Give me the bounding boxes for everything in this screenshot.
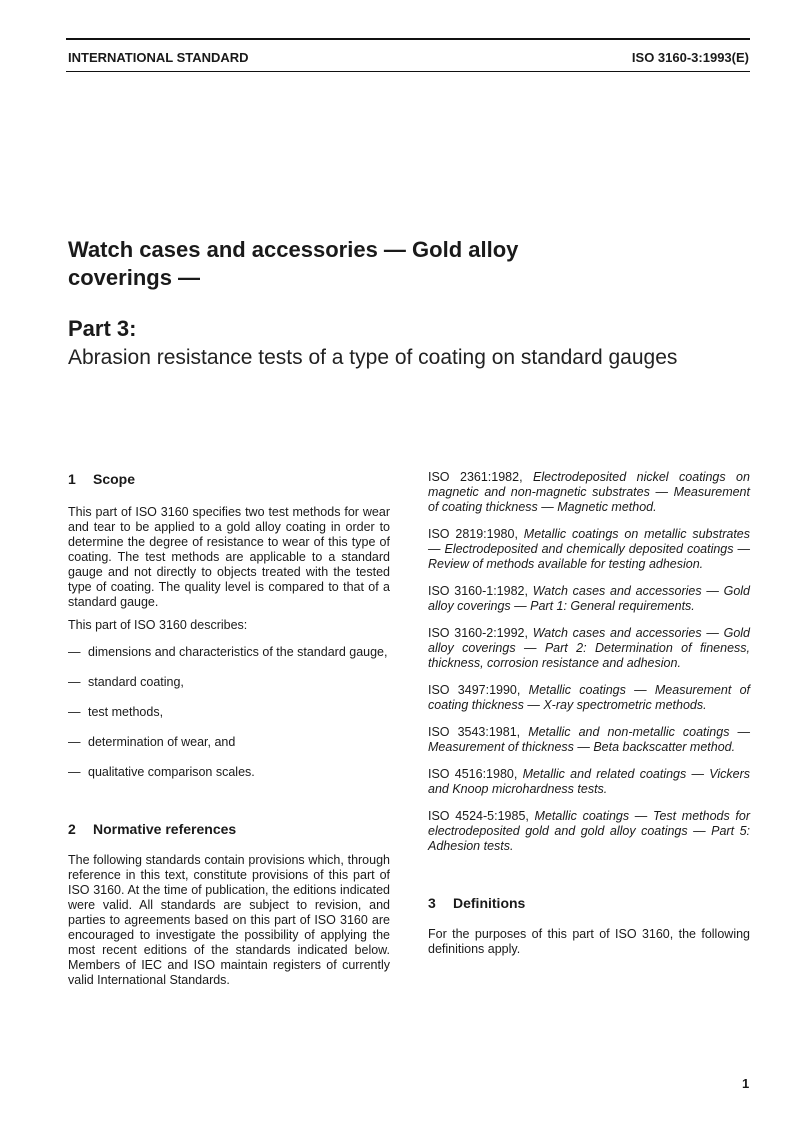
list-item: — determination of wear, and — [68, 735, 236, 749]
section-number: 1 — [68, 471, 76, 487]
definitions-paragraph: For the purposes of this part of ISO 3160, the following definitions apply. — [428, 927, 750, 956]
list-item: — qualitative comparison scales. — [68, 765, 255, 779]
header-document-type: INTERNATIONAL STANDARD — [68, 50, 249, 65]
reference-entry: ISO 3543:1981, Metallic and non-metallic coatings — Measurement of thickness — Beta backscatter method. — [428, 725, 750, 754]
part-number: Part 3: — [68, 316, 137, 341]
header-bottom-rule — [66, 71, 750, 72]
left-column — [68, 472, 390, 988]
reference-entry: ISO 4524-5:1985, Metallic coatings — Test methods for electrodeposited gold and gold alloy coatings — Part 5: Adhesion tests. — [428, 809, 750, 853]
section-3-heading — [428, 896, 750, 911]
scope-describes-paragraph: This part of ISO 3160 describes: — [68, 618, 248, 632]
reference-entry: ISO 3160-2:1992, Watch cases and accessories — Gold alloy coverings — Part 2: Determination of fineness, thickness, corrosion resistance and adhesion. — [428, 626, 750, 670]
dash-bullet: — — [68, 705, 81, 719]
scope-paragraph: This part of ISO 3160 specifies two test methods for wear and tear to be applied to a gold alloy coating in order to determine the degree of resistance to wear of this type of coating. The test methods are applicable to a standard gauge and not directly to objects treated with the tested type of coating. The quality level is compared to that of a standard gauge. — [68, 505, 390, 609]
reference-entry: ISO 4516:1980, Metallic and related coatings — Vickers and Knoop microhardness tests. — [428, 767, 750, 796]
dash-bullet: — — [68, 645, 81, 659]
reference-entry: ISO 3497:1990, Metallic coatings — Measurement of coating thickness — X-ray spectrometric methods. — [428, 683, 751, 712]
dash-bullet: — — [68, 675, 81, 689]
normative-references-paragraph: The following standards contain provisions which, through reference in this text, constitute provisions of this part of ISO 3160. At the time of publication, the editions indicated were valid. All standards are subject to revision, and parties to agreements based on this part of ISO 3160 are encouraged to investigate the possibility of applying the most recent editions of the standards indicated below. Members of IEC and ISO maintain registers of currently valid International Standards. — [68, 853, 390, 987]
list-item: — test methods, — [68, 705, 164, 719]
list-item: — dimensions and characteristics of the standard gauge, — [68, 645, 388, 659]
dash-bullet: — — [68, 765, 81, 779]
part-title: Abrasion resistance tests of a type of coating on standard gauges — [68, 346, 678, 369]
section-1-heading — [68, 472, 390, 487]
document-title: Watch cases and accessories — Gold alloy coverings — — [68, 237, 519, 290]
right-column — [428, 470, 750, 957]
section-title: Definitions — [453, 895, 526, 911]
reference-entry: ISO 2819:1980, Metallic coatings on metallic substrates — Electrodeposited and chemically deposited coatings — Review of methods available for testing adhesion. — [428, 527, 750, 571]
section-number: 2 — [68, 821, 76, 837]
header-document-id: ISO 3160-3:1993(E) — [631, 50, 749, 65]
section-2-heading — [68, 822, 390, 837]
scope-list — [68, 645, 390, 780]
page-number: 1 — [742, 1076, 750, 1091]
section-number: 3 — [428, 895, 436, 911]
section-title: Normative references — [93, 821, 237, 837]
reference-entry: ISO 2361:1982, Electrodeposited nickel coatings on magnetic and non-magnetic substrates — Measurement of coating thickness — Magnetic method. — [428, 470, 750, 514]
section-title: Scope — [93, 471, 136, 487]
header-top-rule — [66, 38, 750, 40]
dash-bullet: — — [68, 735, 81, 749]
reference-entry: ISO 3160-1:1982, Watch cases and accessories — Gold alloy coverings — Part 1: General requirements. — [428, 584, 750, 613]
list-item: — standard coating, — [68, 675, 184, 689]
